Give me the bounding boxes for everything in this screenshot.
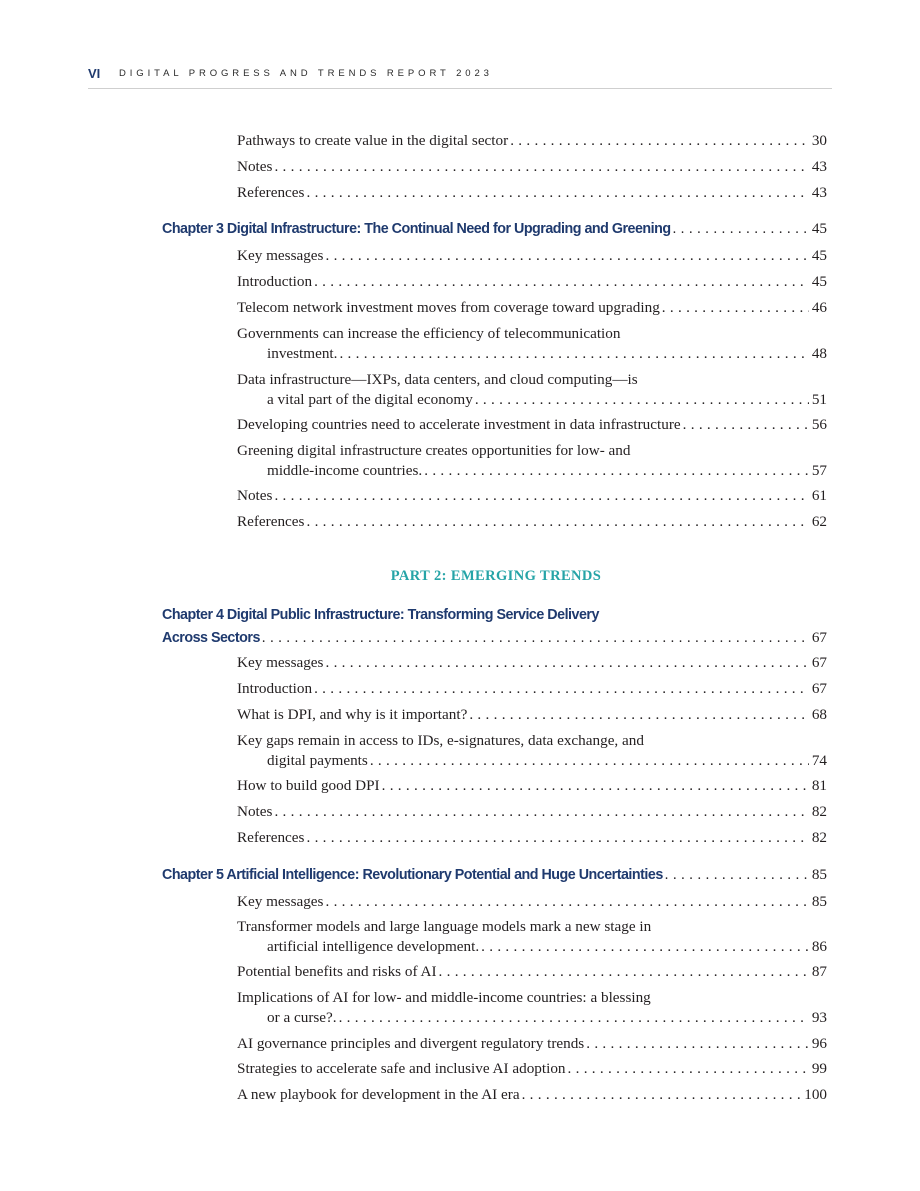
toc-entry-page: 86 [811,938,827,955]
toc-entry-title: Telecom network investment moves from coverage toward upgrading [237,299,660,316]
toc-entry[interactable] [237,324,827,364]
page-header [88,66,832,89]
chapter-3-heading[interactable] [162,218,827,240]
toc-entry-title: Key messages [237,893,324,910]
toc-entry[interactable] [237,157,827,177]
toc-entry-title: Introduction [237,273,313,290]
chapter-5-heading[interactable] [162,864,827,886]
toc-entry-title: Notes [237,158,273,175]
toc-entry-page: 99 [811,1060,827,1077]
toc-entry-title: AI governance principles and divergent regulatory trends [237,1035,585,1052]
chapter-page: 67 [811,629,827,646]
part-heading: PART 2: EMERGING TRENDS [390,568,602,584]
toc-entry-title: Potential benefits and risks of AI [237,963,437,980]
toc-entry-title: Notes [237,487,273,504]
toc-entry-page: 45 [811,273,827,290]
toc-entry[interactable] [237,962,827,982]
toc-entry-title-line1: Governments can increase the efficiency of telecommunication [237,325,621,342]
page-number: VI [88,66,101,81]
toc-entry-page: 93 [811,1009,827,1026]
running-title: DIGITAL PROGRESS AND TRENDS REPORT 2023 [119,68,493,79]
toc-entry-title-line1: Implications of AI for low- and middle-income countries: a blessing [237,989,651,1006]
chapter-title-line1: Chapter 4 Digital Public Infrastructure: Transforming Service Delivery [162,607,599,623]
toc-entry-page: 61 [811,487,827,504]
toc-entry[interactable] [237,705,827,725]
toc-entry[interactable] [237,441,827,481]
toc-entry-title: A new playbook for development in the AI era [237,1086,520,1103]
toc-entry-title: References [237,829,305,846]
toc-entry[interactable] [237,679,827,699]
toc-entry[interactable] [237,828,827,848]
toc-entry[interactable] [237,653,827,673]
toc-entry[interactable] [237,917,827,957]
toc-entry[interactable] [237,731,827,771]
toc-entry-title-line2: a vital part of the digital economy [267,391,473,408]
toc-entry-page: 43 [811,158,827,175]
toc-entry-page: 81 [811,777,827,794]
toc-entry-title-line2: investment. [267,345,338,362]
toc-entry-title-line2: middle-income countries. [267,462,423,479]
toc-entry-page: 57 [811,462,827,479]
toc-entry[interactable] [237,1034,827,1054]
toc-entry[interactable] [237,272,827,292]
toc-entry-page: 82 [811,829,827,846]
chapter-4-heading[interactable] [162,604,827,649]
toc-entry-title: Key messages [237,247,324,264]
toc-entry-page: 51 [811,391,827,408]
toc-entry-page: 43 [811,184,827,201]
toc-entry[interactable] [237,988,827,1028]
toc-entry-title: References [237,513,305,530]
toc-entry-title: Introduction [237,680,313,697]
chapter-title: Chapter 5 Artificial Intelligence: Revolutionary Potential and Huge Uncertainties [162,867,663,883]
toc-entry[interactable] [237,246,827,266]
toc-entry[interactable] [237,802,827,822]
toc-entry-page: 68 [811,706,827,723]
toc-entry-title: Strategies to accelerate safe and inclusive AI adoption [237,1060,566,1077]
toc-entry[interactable] [237,183,827,203]
toc-entry-page: 30 [811,132,827,149]
toc-entry-page: 87 [811,963,827,980]
toc-entry-title: How to build good DPI [237,777,380,794]
toc-entry-page: 85 [811,893,827,910]
toc-entry[interactable] [237,776,827,796]
toc-entry-title: What is DPI, and why is it important? [237,706,468,723]
toc-entry-title: Developing countries need to accelerate investment in data infrastructure [237,416,681,433]
toc-entry-title-line1: Transformer models and large language models mark a new stage in [237,918,652,935]
toc-entry-title-line1: Data infrastructure—IXPs, data centers, and cloud computing—is [237,371,638,388]
toc-entry[interactable] [237,892,827,912]
toc-entry-page: 48 [811,345,827,362]
toc-entry-page: 100 [804,1086,827,1103]
toc-entry-title-line2: artificial intelligence development. [267,938,480,955]
toc-entry-title: Key messages [237,654,324,671]
toc-entry-page: 46 [811,299,827,316]
chapter-title-line2: Across Sectors [162,630,260,646]
chapter-page: 45 [811,220,827,237]
toc-entry-title-line2: or a curse?. [267,1009,337,1026]
toc-entry-title: References [237,184,305,201]
toc-entry-title-line1: Greening digital infrastructure creates opportunities for low- and [237,442,631,459]
toc-entry[interactable] [237,415,827,435]
toc-entry[interactable] [237,1085,827,1105]
toc-entry[interactable] [237,298,827,318]
toc-entry[interactable] [237,1059,827,1079]
toc-entry-title: Notes [237,803,273,820]
chapter-page: 85 [811,866,827,883]
toc-entry-page: 67 [811,654,827,671]
toc-entry-title-line2: digital payments [267,752,368,769]
toc-entry-page: 96 [811,1035,827,1052]
toc-entry[interactable] [237,512,827,532]
toc-entry[interactable] [237,486,827,506]
toc-entry-page: 67 [811,680,827,697]
toc-entry-page: 62 [811,513,827,530]
toc-entry-page: 82 [811,803,827,820]
toc-entry[interactable] [237,370,827,410]
toc-entry-page: 56 [811,416,827,433]
toc-entry-title: Pathways to create value in the digital sector [237,132,509,149]
toc-entry-page: 45 [811,247,827,264]
chapter-title: Chapter 3 Digital Infrastructure: The Continual Need for Upgrading and Greening [162,221,671,237]
toc-entry-title-line1: Key gaps remain in access to IDs, e-signatures, data exchange, and [237,732,644,749]
toc-entry-page: 74 [811,752,827,769]
toc-entry[interactable] [237,131,827,151]
